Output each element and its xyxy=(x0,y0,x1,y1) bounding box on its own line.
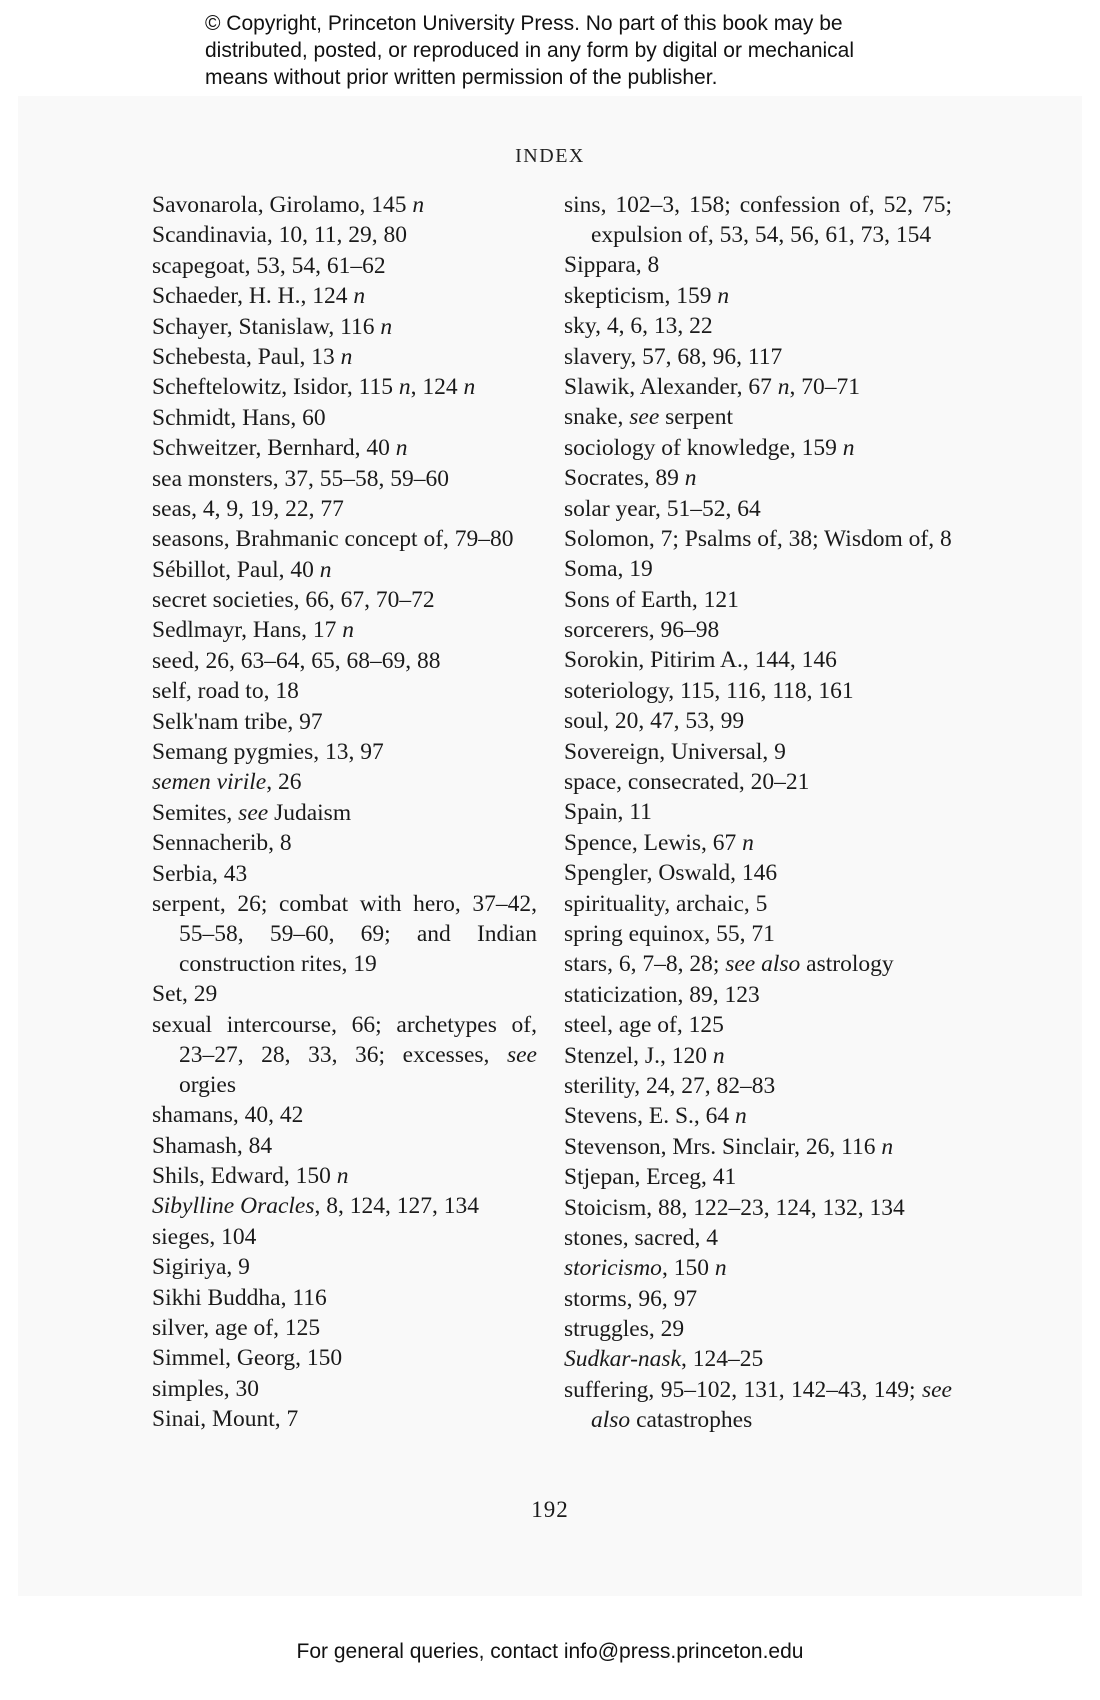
index-entry-text: Sennacherib, 8 xyxy=(152,830,292,857)
index-entry-text: Semang pygmies, 13, 97 xyxy=(152,739,384,766)
index-entry xyxy=(152,707,537,737)
index-entry-text: Shamash, 84 xyxy=(152,1132,273,1159)
index-entry-text: sexual intercourse, 66; archetypes of, 23–27, 28, 33, 36; excesses, xyxy=(152,1011,537,1068)
index-entry xyxy=(564,463,952,493)
copyright-line: distributed, posted, or reproduced in any form by digital or mechanical xyxy=(205,39,855,62)
index-entry-italic: see xyxy=(238,799,269,826)
index-entry-text: snake, xyxy=(564,404,630,431)
index-entry-text: soteriology, 115, 116, 118, 161 xyxy=(564,677,854,704)
index-entry-text: suffering, 95–102, 131, 142–43, 149; xyxy=(564,1376,922,1403)
index-column-right xyxy=(564,190,952,1435)
index-entry xyxy=(152,372,537,402)
index-entry-text: Selk'nam tribe, 97 xyxy=(152,708,323,735)
index-entry-italic: n xyxy=(380,313,393,340)
index-entry-text: Sons of Earth, 121 xyxy=(564,586,739,613)
index-entry-text: Sigiriya, 9 xyxy=(152,1254,250,1281)
copyright-line: © Copyright, Princeton University Press. No part of this book may be xyxy=(205,12,843,35)
index-entry xyxy=(564,433,952,463)
index-entry-text: Judaism xyxy=(268,799,352,826)
index-entry xyxy=(152,433,537,463)
index-entry xyxy=(564,797,952,827)
index-entry-italic: storicismo xyxy=(564,1255,662,1282)
index-entry xyxy=(152,251,537,281)
index-entry xyxy=(564,858,952,888)
index-entry xyxy=(564,190,952,250)
index-entry-text: Simmel, Georg, 150 xyxy=(152,1345,343,1372)
index-entry xyxy=(152,1283,537,1313)
index-entry xyxy=(152,1343,537,1373)
copyright-line: means without prior written permission of the publisher. xyxy=(205,66,718,89)
index-entry-italic: n xyxy=(714,1255,727,1282)
index-entry-text: sterility, 24, 27, 82–83 xyxy=(564,1072,776,1099)
index-entry-text: stones, sacred, 4 xyxy=(564,1224,719,1251)
index-entry-text: sociology of knowledge, 159 xyxy=(564,434,843,461)
index-entry-text: catastrophes xyxy=(630,1406,753,1433)
index-entry xyxy=(564,1101,952,1131)
index-entry-text: Schayer, Stanislaw, 116 xyxy=(152,313,381,340)
index-entry-italic: semen virile xyxy=(152,769,267,796)
index-entry-text: Stenzel, J., 120 xyxy=(564,1042,713,1069)
index-entry-italic: n xyxy=(684,465,697,492)
index-entry-text: , 124–25 xyxy=(681,1346,764,1373)
index-entry-text: stars, 6, 7–8, 28; xyxy=(564,951,726,978)
index-entry-text: Socrates, 89 xyxy=(564,465,685,492)
index-entry-text: seas, 4, 9, 19, 22, 77 xyxy=(152,495,344,522)
index-entry-text: Savonarola, Girolamo, 145 xyxy=(152,192,413,218)
index-entry-text: Serbia, 43 xyxy=(152,860,248,887)
index-entry xyxy=(152,220,537,250)
index-entry-text: Shils, Edward, 150 xyxy=(152,1162,337,1189)
index-entry xyxy=(564,281,952,311)
index-entry-text: sieges, 104 xyxy=(152,1223,257,1250)
index-entry xyxy=(564,706,952,736)
index-entry-text: Spence, Lewis, 67 xyxy=(564,829,743,856)
index-entry xyxy=(152,1313,537,1343)
index-entry xyxy=(152,312,537,342)
index-entry xyxy=(152,889,537,979)
index-entry xyxy=(564,402,952,432)
index-entry xyxy=(564,645,952,675)
index-entry-italic: n xyxy=(742,829,754,856)
index-entry-text: astrology xyxy=(800,951,894,978)
index-entry xyxy=(564,1193,952,1223)
index-entry-text: sea monsters, 37, 55–58, 59–60 xyxy=(152,465,449,492)
index-entry xyxy=(152,281,537,311)
index-column-left xyxy=(152,190,537,1434)
index-entry xyxy=(564,828,952,858)
index-entry-italic: see also xyxy=(725,951,801,978)
index-entry-text: Scandinavia, 10, 11, 29, 80 xyxy=(152,222,407,249)
index-entry-italic: n xyxy=(735,1103,747,1130)
index-entry-text: Schweitzer, Bernhard, 40 xyxy=(152,435,396,462)
index-entry-italic: n xyxy=(395,435,408,462)
index-entry xyxy=(152,585,537,615)
index-entry-text: simples, 30 xyxy=(152,1375,260,1402)
index-entry-italic: n xyxy=(342,617,355,644)
index-entry-text: sky, 4, 6, 13, 22 xyxy=(564,313,713,340)
index-entry-italic: n xyxy=(319,556,332,583)
index-entry xyxy=(564,554,952,584)
index-entry-text: Slawik, Alexander, 67 xyxy=(564,373,778,400)
index-entry-italic: n xyxy=(842,434,855,461)
index-entry xyxy=(564,1344,952,1374)
index-entry xyxy=(564,250,952,280)
index-entry-text: scapegoat, 53, 54, 61–62 xyxy=(152,252,386,279)
index-entry xyxy=(152,1131,537,1161)
index-entry-text: , 70–71 xyxy=(789,373,861,400)
index-heading: INDEX xyxy=(515,145,585,167)
index-entry-text: storms, 96, 97 xyxy=(564,1285,698,1312)
index-entry-text: Schaeder, H. H., 124 xyxy=(152,283,354,310)
index-entry xyxy=(564,1071,952,1101)
index-entry-text: Sovereign, Universal, 9 xyxy=(564,738,786,765)
index-entry-text: Sinai, Mount, 7 xyxy=(152,1406,299,1433)
index-entry-text: sins, 102–3, 158; confession of, 52, 75; expulsion of, 53, 54, 56, 61, 73, 154 xyxy=(564,192,952,248)
index-entry xyxy=(564,737,952,767)
index-entry-text: solar year, 51–52, 64 xyxy=(564,495,761,522)
index-entry-text: Stoicism, 88, 122–23, 124, 132, 134 xyxy=(564,1194,905,1221)
index-entry-text: Stjepan, Erceg, 41 xyxy=(564,1164,737,1191)
index-entry xyxy=(152,767,537,797)
index-entry xyxy=(152,676,537,706)
index-entry-text: Spain, 11 xyxy=(564,799,652,826)
index-entry xyxy=(152,464,537,494)
index-entry xyxy=(152,1252,537,1282)
page-number: 192 xyxy=(531,1497,569,1522)
index-entry xyxy=(152,524,537,554)
copyright-notice xyxy=(205,10,925,91)
index-entry xyxy=(152,494,537,524)
index-entry-text: Schmidt, Hans, 60 xyxy=(152,404,326,431)
index-entry-italic: n xyxy=(336,1162,349,1189)
index-entry xyxy=(152,190,537,220)
index-entry-text: shamans, 40, 42 xyxy=(152,1102,304,1129)
index-entry-text: Sorokin, Pitirim A., 144, 146 xyxy=(564,647,837,674)
index-entry xyxy=(152,1161,537,1191)
index-entry-text: , 150 xyxy=(661,1255,715,1282)
index-entry-italic: n xyxy=(398,374,411,401)
index-entry-text: Sippara, 8 xyxy=(564,252,660,279)
index-entry xyxy=(152,403,537,433)
index-entry-text: , 8, 124, 127, 134 xyxy=(314,1193,480,1220)
index-entry xyxy=(152,859,537,889)
index-entry-italic: n xyxy=(340,343,353,370)
index-entry xyxy=(564,1314,952,1344)
index-entry-text: Sébillot, Paul, 40 xyxy=(152,556,320,583)
index-entry xyxy=(564,585,952,615)
index-entry-text: silver, age of, 125 xyxy=(152,1314,321,1341)
index-entry xyxy=(152,1374,537,1404)
index-entry xyxy=(152,798,537,828)
index-entry-text: seed, 26, 63–64, 65, 68–69, 88 xyxy=(152,647,441,674)
index-entry xyxy=(152,737,537,767)
index-entry xyxy=(564,1284,952,1314)
index-entry-text: secret societies, 66, 67, 70–72 xyxy=(152,587,435,614)
index-entry-text: Schebesta, Paul, 13 xyxy=(152,343,341,370)
index-entry-italic: see xyxy=(506,1041,537,1068)
index-entry xyxy=(564,615,952,645)
index-entry xyxy=(564,1253,952,1283)
index-entry-italic: n xyxy=(717,282,730,309)
index-entry xyxy=(152,1191,537,1221)
index-entry-text: spirituality, archaic, 5 xyxy=(564,890,768,917)
index-entry-text: Spengler, Oswald, 146 xyxy=(564,860,778,887)
index-entry-italic: see xyxy=(629,404,660,431)
index-entry-text: steel, age of, 125 xyxy=(564,1012,724,1039)
index-entry-text: sorcerers, 96–98 xyxy=(564,617,720,644)
footer-contact: For general queries, contact info@press.princeton.edu xyxy=(296,1640,804,1663)
index-entry xyxy=(564,980,952,1010)
index-entry-text: Solomon, 7; Psalms of, 38; Wisdom of, 8 xyxy=(564,525,952,552)
index-entry xyxy=(564,949,952,979)
index-entry-text: Scheftelowitz, Isidor, 115 xyxy=(152,374,399,401)
index-entry xyxy=(564,767,952,797)
index-entry-italic: Sudkar-nask xyxy=(564,1346,682,1373)
index-entry xyxy=(564,311,952,341)
index-entry xyxy=(564,342,952,372)
index-entry-text: , 124 xyxy=(410,374,464,401)
index-entry-text: skepticism, 159 xyxy=(564,282,718,309)
index-entry-text: Soma, 19 xyxy=(564,556,653,583)
index-entry xyxy=(564,1010,952,1040)
index-entry xyxy=(564,919,952,949)
index-entry-italic: n xyxy=(712,1042,725,1069)
index-entry-italic: n xyxy=(881,1133,894,1160)
index-entry-text: serpent xyxy=(659,404,734,431)
index-entry-italic: n xyxy=(463,374,476,401)
index-entry xyxy=(564,524,952,554)
index-entry xyxy=(152,342,537,372)
index-entry-text: Sikhi Buddha, 116 xyxy=(152,1284,327,1311)
index-entry-text: , 26 xyxy=(266,769,302,796)
index-entry-italic: see also xyxy=(591,1376,952,1433)
index-entry xyxy=(152,1404,537,1434)
index-entry xyxy=(564,1041,952,1071)
index-entry-text: Stevenson, Mrs. Sinclair, 26, 116 xyxy=(564,1133,882,1160)
index-entry-text: soul, 20, 47, 53, 99 xyxy=(564,708,745,735)
index-entry-text: staticization, 89, 123 xyxy=(564,981,760,1008)
index-entry xyxy=(564,1223,952,1253)
index-entry xyxy=(152,1222,537,1252)
index-entry-text: Stevens, E. S., 64 xyxy=(564,1103,736,1130)
index-entry-text: seasons, Brahmanic concept of, 79–80 xyxy=(152,526,514,553)
index-entry xyxy=(152,828,537,858)
index-entry-italic: n xyxy=(412,192,425,218)
index-entry xyxy=(152,1100,537,1130)
index-entry xyxy=(152,979,537,1009)
index-entry xyxy=(152,615,537,645)
index-entry xyxy=(152,555,537,585)
index-entry-text: Sedlmayr, Hans, 17 xyxy=(152,617,343,644)
index-entry-text: struggles, 29 xyxy=(564,1316,685,1343)
index-entry xyxy=(152,646,537,676)
index-entry xyxy=(564,1132,952,1162)
index-entry xyxy=(564,494,952,524)
index-entry xyxy=(564,1162,952,1192)
index-entry-text: Set, 29 xyxy=(152,981,218,1008)
index-entry-text: orgies xyxy=(179,1071,237,1098)
index-entry xyxy=(564,889,952,919)
index-entry xyxy=(564,1375,952,1435)
index-entry xyxy=(152,1010,537,1100)
index-entry xyxy=(564,372,952,402)
index-entry-italic: n xyxy=(777,373,790,400)
index-entry-text: Semites, xyxy=(152,799,239,826)
index-entry-italic: n xyxy=(353,283,366,310)
index-entry-text: space, consecrated, 20–21 xyxy=(564,769,810,796)
index-entry-text: slavery, 57, 68, 96, 117 xyxy=(564,343,783,370)
index-entry-text: spring equinox, 55, 71 xyxy=(564,920,775,947)
index-entry-text: self, road to, 18 xyxy=(152,678,299,705)
index-entry-text: serpent, 26; combat with hero, 37–42, 55–58, 59–60, 69; and Indian construction rites, 19 xyxy=(152,890,537,977)
index-entry-italic: Sibylline Oracles xyxy=(152,1193,315,1220)
index-entry xyxy=(564,676,952,706)
